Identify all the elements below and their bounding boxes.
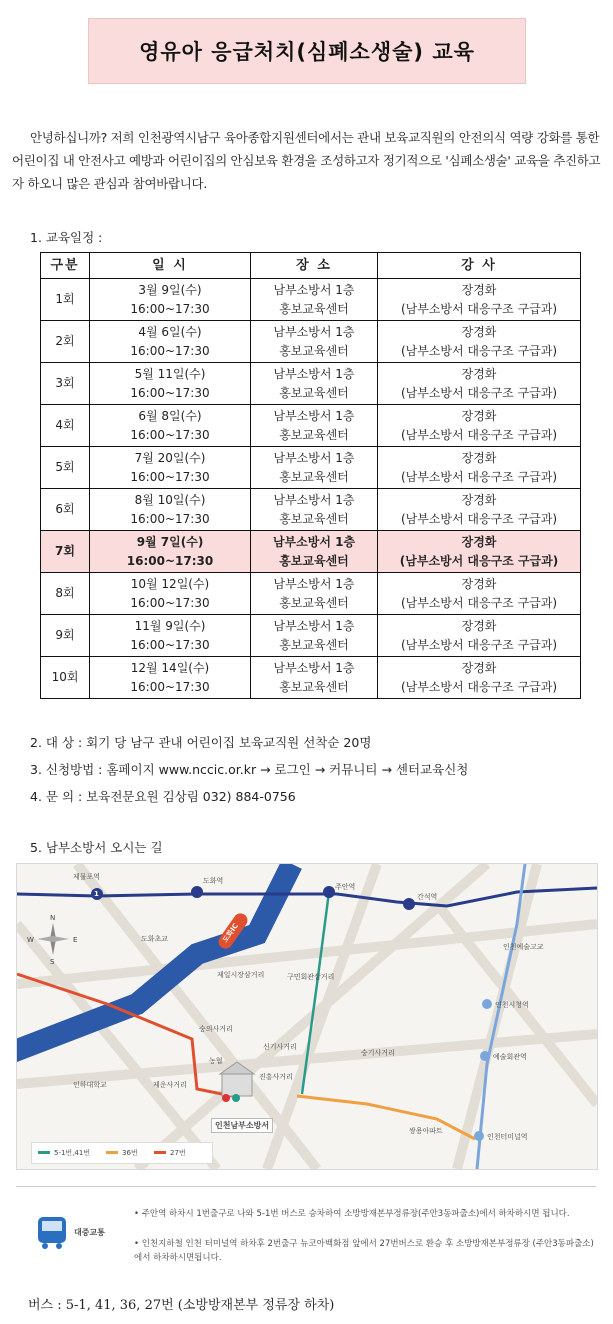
place-fire-station: 인천남부소방서 [211, 1118, 273, 1133]
cell-place-2: 홍보교육센터 [279, 679, 349, 694]
cell-lecturer-dept: (남부소방서 대응구조 구급과) [400, 343, 558, 358]
station-cityhall: 인천시청역 [495, 1001, 529, 1009]
cell-place [251, 489, 378, 531]
cell-lecturer-dept: (남부소방서 대응구조 구급과) [400, 427, 558, 442]
header-place: 장 소 [251, 253, 378, 279]
map-legend [31, 1142, 213, 1164]
cell-place-1: 남부소방서 1층 [273, 492, 355, 507]
contact-info: 4. 문 의 : 보육전문요원 김상림 032) 884-0756 [30, 789, 296, 804]
table-header-row [41, 253, 581, 279]
cell-place-1: 남부소방서 1층 [273, 366, 355, 381]
legend-label-red: 27번 [170, 1149, 186, 1157]
cell-place-1: 남부소방서 1층 [273, 282, 355, 297]
cell-place [251, 531, 378, 573]
cell-place-2: 홍보교육센터 [279, 553, 349, 568]
cell-place [251, 405, 378, 447]
cell-lecturer-name: 장경화 [461, 450, 497, 465]
table-row [41, 573, 581, 615]
cell-lecturer-name: 장경화 [461, 324, 497, 339]
cell-place-1: 남부소방서 1층 [273, 576, 355, 591]
cell-lecturer [378, 531, 581, 573]
cell-no: 4회 [41, 405, 90, 447]
cell-place-2: 홍보교육센터 [279, 637, 349, 652]
cell-place [251, 615, 378, 657]
cell-place-2: 홍보교육센터 [279, 427, 349, 442]
cell-lecturer-dept: (남부소방서 대응구조 구급과) [399, 553, 559, 568]
cell-place-1: 남부소방서 1층 [273, 324, 355, 339]
cell-lecturer-name: 장경화 [461, 492, 497, 507]
place-ssangyong: 쌍용아파트 [409, 1127, 443, 1135]
cell-time: 16:00~17:30 [130, 511, 210, 526]
cell-no: 2회 [41, 321, 90, 363]
cell-lecturer-dept: (남부소방서 대응구조 구급과) [400, 511, 558, 526]
place-arts-high: 인천예술고교 [503, 943, 544, 951]
table-row [41, 531, 581, 573]
cell-place-1: 남부소방서 1층 [273, 618, 355, 633]
cell-date: 8월 10일(수) [134, 492, 206, 507]
table-row [41, 615, 581, 657]
table-row [41, 489, 581, 531]
cell-datetime [90, 279, 251, 321]
table-row [41, 447, 581, 489]
cell-lecturer [378, 573, 581, 615]
cell-datetime [90, 657, 251, 699]
cell-date: 3월 9일(수) [138, 282, 202, 297]
cell-date: 4월 6일(수) [138, 324, 202, 339]
cell-lecturer-dept: (남부소방서 대응구조 구급과) [400, 679, 558, 694]
cell-lecturer [378, 615, 581, 657]
cell-no: 9회 [41, 615, 90, 657]
cell-lecturer-name: 장경화 [461, 534, 497, 549]
compass-e: E [73, 936, 78, 944]
cell-no: 8회 [41, 573, 90, 615]
cell-lecturer-dept: (남부소방서 대응구조 구급과) [400, 301, 558, 316]
compass-s: S [50, 958, 55, 966]
cell-datetime [90, 405, 251, 447]
cell-place-2: 홍보교육센터 [279, 385, 349, 400]
cell-place-2: 홍보교육센터 [279, 301, 349, 316]
place-nonghyup: 농협 [209, 1057, 223, 1065]
header-no: 구분 [41, 253, 90, 279]
cell-lecturer-name: 장경화 [461, 282, 497, 297]
cell-lecturer-dept: (남부소방서 대응구조 구급과) [400, 637, 558, 652]
cell-time: 16:00~17:30 [130, 385, 210, 400]
cell-lecturer [378, 447, 581, 489]
cell-datetime [90, 321, 251, 363]
cell-lecturer [378, 405, 581, 447]
line1-badge: 1 [94, 890, 99, 898]
cell-time: 16:00~17:30 [130, 679, 210, 694]
legend-label-teal: 5-1번,41번 [54, 1149, 91, 1157]
header-lecturer: 강 사 [378, 253, 581, 279]
cell-time: 16:00~17:30 [130, 343, 210, 358]
cell-lecturer-name: 장경화 [461, 660, 497, 675]
compass-n: N [50, 914, 56, 922]
cell-place-1: 남부소방서 1층 [273, 660, 355, 675]
cell-time: 16:00~17:30 [130, 637, 210, 652]
cell-date: 12월 14일(수) [130, 660, 210, 675]
cell-lecturer [378, 489, 581, 531]
directions-heading: 5. 남부소방서 오시는 길 [30, 840, 163, 855]
cell-date: 5월 11일(수) [134, 366, 206, 381]
station-jemulpo: 제물포역 [73, 873, 101, 881]
cell-no: 1회 [41, 279, 90, 321]
cell-time: 16:00~17:30 [126, 553, 214, 568]
cell-no: 5회 [41, 447, 90, 489]
intro-text: 안녕하십니까? 저희 인천광역시남구 육아종합지원센터에서는 관내 보육교직원의 안전의식 역량 강화를 통한 어린이집 내 안전사고 예방과 어린이집의 안심보육 환경을 조성하고자 정기적으로 '심폐소생술' 교육을 추진하고자 하오니 많은 관심과 참여바랍니다. [12, 130, 601, 191]
bus-route-teal [302, 892, 329, 1094]
bus-icon [34, 1215, 70, 1251]
cell-lecturer-name: 장경화 [461, 366, 497, 381]
cell-place [251, 573, 378, 615]
place-dohwa-elementary: 도화초교 [141, 935, 169, 943]
place-dohwa-ic: 도화IC [221, 921, 241, 945]
cell-place-1: 남부소방서 1층 [272, 534, 356, 549]
station-dohwa: 도화역 [203, 877, 224, 885]
cell-date: 10월 12일(수) [130, 576, 210, 591]
place-sungui: 숭의사거리 [199, 1025, 233, 1033]
cell-no: 10회 [41, 657, 90, 699]
legend-swatch-teal [38, 1151, 50, 1154]
cell-lecturer-name: 장경화 [461, 618, 497, 633]
station-terminal: 인천터미널역 [487, 1133, 528, 1141]
cell-date: 6월 8일(수) [138, 408, 202, 423]
cell-date: 9월 7일(수) [136, 534, 204, 549]
page-title: 영유아 응급처치(심폐소생술) 교육 [139, 40, 475, 64]
legend-label-orange: 36번 [122, 1149, 138, 1157]
cell-place [251, 279, 378, 321]
cell-time: 16:00~17:30 [130, 301, 210, 316]
directions-map [16, 863, 598, 1170]
cell-datetime [90, 489, 251, 531]
station-arts-center: 예술회관역 [493, 1053, 527, 1061]
place-gumin-hall: 구민회관삼거리 [287, 973, 335, 981]
cell-datetime [90, 573, 251, 615]
place-jeil-market: 제일시장삼거리 [217, 971, 265, 979]
schedule-table [40, 252, 581, 699]
cell-place [251, 447, 378, 489]
bus-info-area [16, 1186, 596, 1277]
cell-no: 6회 [41, 489, 90, 531]
cell-lecturer [378, 321, 581, 363]
cell-time: 16:00~17:30 [130, 427, 210, 442]
place-jewoon: 제운사거리 [153, 1081, 187, 1089]
cell-datetime [90, 363, 251, 405]
bus-note-2-text: 인천지하철 인천 터미널역 하차후 2번출구 뉴코아백화점 앞에서 27번버스로 환승 후 소방방재본부정류장 (주안3동파출소)에서 하차하시면됩니다. [134, 1239, 594, 1263]
cell-place-2: 홍보교육센터 [279, 469, 349, 484]
cell-lecturer-dept: (남부소방서 대응구조 구급과) [400, 385, 558, 400]
map-roads [17, 864, 597, 1169]
bus-summary: 버스 : 5-1, 41, 36, 27번 (소방방재본부 정류장 하차) [28, 1298, 335, 1313]
cell-lecturer [378, 363, 581, 405]
cell-lecturer-dept: (남부소방서 대응구조 구급과) [400, 469, 558, 484]
schedule-heading: 1. 교육일정 : [30, 230, 103, 245]
cell-place-2: 홍보교육센터 [279, 343, 349, 358]
cell-place [251, 321, 378, 363]
cell-lecturer-name: 장경화 [461, 408, 497, 423]
station-ganseok: 간석역 [417, 893, 438, 901]
title-banner [88, 18, 526, 84]
table-row [41, 363, 581, 405]
bus-note-1: • 주안역 하차시 1번출구로 나와 5-1번 버스로 승차하여 소방방재본부정류장(주안3동파출소)에서 하차하시면 됩니다. [134, 1209, 570, 1219]
place-jinheung: 진흥사거리 [259, 1073, 293, 1081]
target-info: 2. 대 상 : 회기 당 남구 관내 어린이집 보육교직원 선착순 20명 [30, 735, 372, 750]
place-sunggi: 숭기사거리 [361, 1049, 395, 1057]
cell-place-2: 홍보교육센터 [279, 511, 349, 526]
cell-place [251, 363, 378, 405]
cell-date: 7월 20일(수) [134, 450, 206, 465]
cell-lecturer-name: 장경화 [461, 576, 497, 591]
cell-place-1: 남부소방서 1층 [273, 408, 355, 423]
cell-time: 16:00~17:30 [130, 595, 210, 610]
table-row [41, 279, 581, 321]
station-juan: 주안역 [335, 883, 356, 891]
bus-note-2: • 인천지하철 인천 터미널역 하차후 2번출구 뉴코아백화점 앞에서 27번버스로 환승 후 소방방재본부정류장 (주안3동파출소)에서 하차하시면됩니다. [134, 1239, 594, 1263]
table-row [41, 405, 581, 447]
cell-place-2: 홍보교육센터 [279, 595, 349, 610]
place-inha-univ: 인하대학교 [73, 1081, 107, 1089]
place-shingi: 신기사거리 [263, 1043, 297, 1051]
bus-route-orange [297, 1096, 475, 1139]
table-row [41, 657, 581, 699]
cell-time: 16:00~17:30 [130, 469, 210, 484]
legend-swatch-red [154, 1151, 166, 1154]
cell-datetime [90, 531, 251, 573]
cell-lecturer [378, 279, 581, 321]
cell-datetime [90, 615, 251, 657]
cell-place-1: 남부소방서 1층 [273, 450, 355, 465]
header-datetime: 일 시 [90, 253, 251, 279]
compass-w: W [27, 936, 34, 944]
cell-lecturer-dept: (남부소방서 대응구조 구급과) [400, 595, 558, 610]
bus-icon-label: 대중교통 [74, 1228, 105, 1237]
legend-swatch-orange [106, 1151, 118, 1154]
bus-note-1-text: 주안역 하차시 1번출구로 나와 5-1번 버스로 승차하여 소방방재본부정류장(주안3동파출소)에서 하차하시면 됩니다. [141, 1209, 570, 1219]
apply-info: 3. 신청방법 : 홈페이지 www.nccic.or.kr → 로그인 → 커뮤니티 → 센터교육신청 [30, 762, 469, 777]
cell-datetime [90, 447, 251, 489]
cell-place [251, 657, 378, 699]
cell-no: 3회 [41, 363, 90, 405]
cell-date: 11월 9일(수) [134, 618, 206, 633]
cell-lecturer [378, 657, 581, 699]
cell-no: 7회 [41, 531, 90, 573]
table-row [41, 321, 581, 363]
